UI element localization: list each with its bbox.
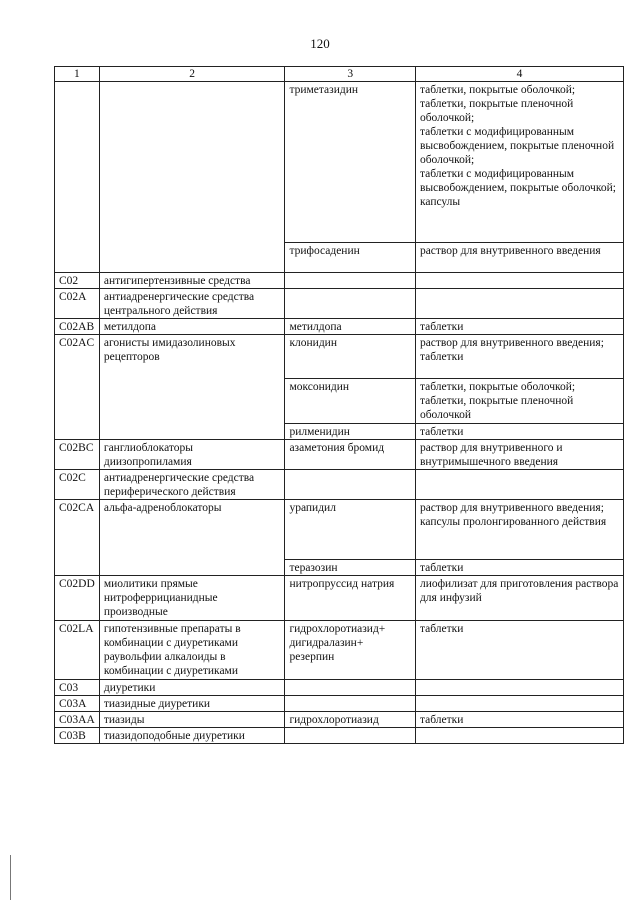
- drug-name-cell: урапидил: [285, 500, 416, 560]
- atc-code-cell: C03B: [55, 728, 100, 744]
- dosage-form-cell: таблетки, покрытые оболочкой; таблетки, покрытые пленочной оболочкой; таблетки с модифицированным высвобождением, покрытые пленочной оболочкой; таблетки с модифицированным высвобождением, покрытые оболочкой; капсулы: [415, 82, 623, 243]
- group-name-cell: антиадренергические средства центрального действия: [99, 289, 285, 319]
- group-name-cell: антиадренергические средства периферического действия: [99, 470, 285, 500]
- group-name-cell: тиазидные диуретики: [99, 696, 285, 712]
- table-row: [55, 335, 624, 379]
- dosage-form-cell: раствор для внутривенного введения; капсулы пролонгированного действия: [415, 500, 623, 560]
- atc-code-cell: C02CA: [55, 500, 100, 576]
- atc-code-cell: C02LA: [55, 621, 100, 680]
- drug-name-cell: рилменидин: [285, 424, 416, 440]
- table-row: [55, 500, 624, 560]
- dosage-form-cell: таблетки: [415, 424, 623, 440]
- table-row: [55, 576, 624, 621]
- drug-name-cell: [285, 470, 416, 500]
- atc-code-cell: C03AA: [55, 712, 100, 728]
- table-row: [55, 621, 624, 680]
- atc-code-cell: C02: [55, 273, 100, 289]
- page-number: 120: [310, 36, 330, 51]
- table-row: [55, 289, 624, 319]
- atc-code-cell: C03: [55, 680, 100, 696]
- drug-name-cell: [285, 273, 416, 289]
- atc-code-cell: C03A: [55, 696, 100, 712]
- dosage-form-cell: [415, 470, 623, 500]
- group-name-cell: альфа-адреноблокаторы: [99, 500, 285, 576]
- table-row: [55, 440, 624, 470]
- drug-name-cell: [285, 680, 416, 696]
- dosage-form-cell: раствор для внутривенного введения; таблетки: [415, 335, 623, 379]
- group-name-cell: тиазидоподобные диуретики: [99, 728, 285, 744]
- atc-code-cell: C02C: [55, 470, 100, 500]
- drug-name-cell: теразозин: [285, 560, 416, 576]
- atc-code-cell: C02A: [55, 289, 100, 319]
- dosage-form-cell: [415, 680, 623, 696]
- drug-name-cell: гидрохлоротиазид+ дигидралазин+ резерпин: [285, 621, 416, 680]
- drug-name-cell: нитропруссид натрия: [285, 576, 416, 621]
- drug-name-cell: азаметония бромид: [285, 440, 416, 470]
- dosage-form-cell: раствор для внутривенного и внутримышечного введения: [415, 440, 623, 470]
- table-row: [55, 696, 624, 712]
- scan-margin-line: [10, 855, 11, 900]
- drug-name-cell: [285, 728, 416, 744]
- atc-code-cell: C02AB: [55, 319, 100, 335]
- group-name-cell: ганглиоблокаторы диизопропиламия: [99, 440, 285, 470]
- dosage-form-cell: таблетки, покрытые оболочкой; таблетки, покрытые пленочной оболочкой: [415, 379, 623, 424]
- group-name-cell: метилдопа: [99, 319, 285, 335]
- group-name-cell: антигипертензивные средства: [99, 273, 285, 289]
- drug-name-cell: клонидин: [285, 335, 416, 379]
- table-row: [55, 273, 624, 289]
- dosage-form-cell: [415, 728, 623, 744]
- column-header-3: 3: [285, 67, 416, 82]
- dosage-form-cell: [415, 273, 623, 289]
- dosage-form-cell: [415, 289, 623, 319]
- drug-name-cell: метилдопа: [285, 319, 416, 335]
- dosage-form-cell: таблетки: [415, 621, 623, 680]
- drug-name-cell: [285, 289, 416, 319]
- atc-code-cell: C02BC: [55, 440, 100, 470]
- dosage-form-cell: таблетки: [415, 319, 623, 335]
- table-header-row: [55, 67, 624, 82]
- atc-code-cell: [55, 82, 100, 273]
- atc-code-cell: C02AC: [55, 335, 100, 440]
- drug-name-cell: триметазидин: [285, 82, 416, 243]
- table-row: [55, 680, 624, 696]
- drug-name-cell: [285, 696, 416, 712]
- drug-name-cell: трифосаденин: [285, 243, 416, 273]
- dosage-form-cell: таблетки: [415, 712, 623, 728]
- table-row: [55, 470, 624, 500]
- group-name-cell: [99, 82, 285, 273]
- dosage-form-cell: таблетки: [415, 560, 623, 576]
- drug-classification-table: [54, 66, 624, 744]
- column-header-2: 2: [99, 67, 285, 82]
- atc-code-cell: C02DD: [55, 576, 100, 621]
- group-name-cell: агонисты имидазолиновых рецепторов: [99, 335, 285, 440]
- table-row: [55, 712, 624, 728]
- dosage-form-cell: [415, 696, 623, 712]
- group-name-cell: тиазиды: [99, 712, 285, 728]
- dosage-form-cell: раствор для внутривенного введения: [415, 243, 623, 273]
- table-row: [55, 82, 624, 243]
- drug-name-cell: моксонидин: [285, 379, 416, 424]
- column-header-4: 4: [415, 67, 623, 82]
- table-row: [55, 319, 624, 335]
- group-name-cell: миолитики прямые нитроферрицианидные производные: [99, 576, 285, 621]
- group-name-cell: диуретики: [99, 680, 285, 696]
- group-name-cell: гипотензивные препараты в комбинации с диуретиками раувольфии алкалоиды в комбинации с диуретиками: [99, 621, 285, 680]
- dosage-form-cell: лиофилизат для приготовления раствора для инфузий: [415, 576, 623, 621]
- table-row: [55, 728, 624, 744]
- column-header-1: 1: [55, 67, 100, 82]
- drug-name-cell: гидрохлоротиазид: [285, 712, 416, 728]
